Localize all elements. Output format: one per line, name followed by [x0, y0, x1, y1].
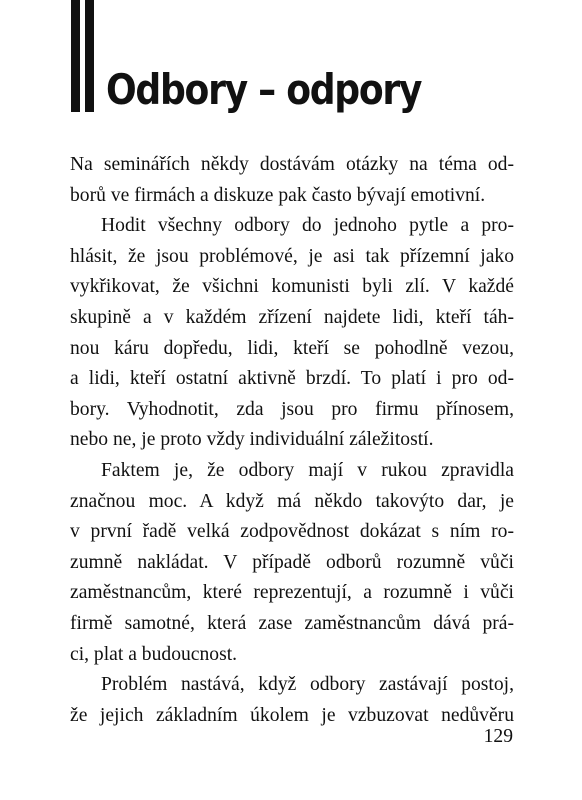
chapter-title: Odbory – odpory [106, 65, 422, 114]
text-line: skupině a v každém zřízení najdete lidi, kteří táh- [70, 306, 514, 328]
text-line: ci, plat a budoucnost. [70, 643, 238, 665]
decorative-bar [85, 0, 94, 112]
paragraph [70, 456, 514, 670]
text-line: zaměstnancům, které reprezentují, a rozumně i vůči [70, 582, 514, 604]
text-line: bory. Vyhodnotit, zda jsou pro firmu přínosem, [70, 398, 514, 420]
decorative-bar [71, 0, 80, 112]
text-line: firmě samotné, která zase zaměstnancům dává prá- [70, 612, 514, 634]
text-line: značnou moc. A když má někdo takovýto dar, je [70, 490, 514, 512]
text-line: a lidi, kteří ostatní aktivně brzdí. To platí i pro od- [70, 368, 514, 390]
paragraph [70, 211, 514, 456]
paragraph [70, 150, 514, 211]
text-line: hlásit, že jsou problémové, je asi tak přízemní jako [70, 245, 514, 267]
text-line: zumně nakládat. V případě odborů rozumně vůči [70, 551, 514, 573]
body-text [70, 150, 514, 731]
text-line: nou káru dopředu, lidi, kteří se pohodlně vezou, [70, 337, 514, 359]
text-line: v první řadě velká zodpovědnost dokázat s ním ro- [70, 521, 514, 543]
page-number: 129 [483, 726, 513, 747]
text-line: nebo ne, je proto vždy individuální záležitostí. [70, 429, 434, 451]
text-line: Faktem je, že odbory mají v rukou zpravidla [101, 459, 514, 481]
text-line: Problém nastává, když odbory zastávají postoj, [101, 674, 514, 696]
text-line: Na seminářích někdy dostávám otázky na téma od- [70, 154, 514, 175]
paragraph [70, 670, 514, 731]
text-line: že jejich základním úkolem je vzbuzovat nedůvěru [70, 704, 514, 726]
text-line: vykřikovat, že všichni komunisti byli zlí. V každé [70, 276, 514, 298]
text-line: Hodit všechny odbory do jednoho pytle a pro- [101, 215, 514, 237]
text-line: borů ve firmách a diskuze pak často bývají emotivní. [70, 184, 486, 206]
